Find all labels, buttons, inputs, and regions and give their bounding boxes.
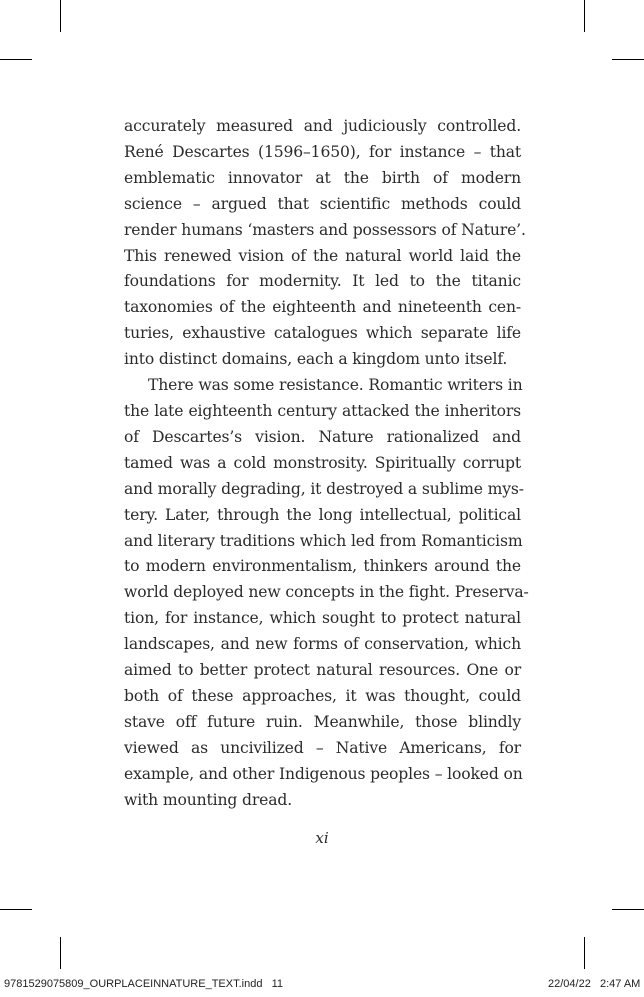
crop-mark-top-left-horizontal bbox=[0, 59, 32, 60]
text-line: with mounting dread. bbox=[124, 790, 292, 809]
text-line: taxonomies of the eighteenth and nineteenth cen- bbox=[124, 298, 521, 317]
crop-mark-top-right-horizontal bbox=[612, 59, 644, 60]
text-line: There was some resistance. Romantic writers in bbox=[148, 376, 523, 395]
text-line: of Descartes’s vision. Nature rationalized and bbox=[124, 427, 521, 446]
crop-mark-bottom-right bbox=[584, 937, 585, 969]
text-line: world deployed new concepts in the fight. Preserva- bbox=[124, 583, 529, 602]
text-line: both of these approaches, it was thought, could bbox=[124, 686, 521, 705]
text-line: emblematic innovator at the birth of modern bbox=[124, 168, 521, 187]
text-line: to modern environmentalism, thinkers around the bbox=[124, 557, 521, 576]
crop-mark-top-left bbox=[60, 0, 61, 32]
page-number: xi bbox=[315, 829, 329, 847]
text-line: science – argued that scientific methods could bbox=[124, 194, 521, 213]
text-line: render humans ‘masters and possessors of Nature’. bbox=[124, 220, 526, 239]
crop-mark-top-right bbox=[584, 0, 585, 32]
text-line: the late eighteenth century attacked the inheritors bbox=[124, 401, 521, 420]
crop-mark-bottom-left-horizontal bbox=[0, 909, 32, 910]
crop-mark-bottom-left bbox=[60, 937, 61, 969]
text-line: landscapes, and new forms of conservation, which bbox=[124, 635, 521, 654]
text-line: and morally degrading, it destroyed a sublime mys- bbox=[124, 479, 524, 498]
text-line: stave off future ruin. Meanwhile, those blindly bbox=[124, 712, 521, 731]
text-line: foundations for modernity. It led to the titanic bbox=[124, 272, 521, 291]
body-text bbox=[124, 114, 529, 813]
text-line: tamed was a cold monstrosity. Spiritually corrupt bbox=[124, 453, 521, 472]
text-line: into distinct domains, each a kingdom unto itself. bbox=[124, 350, 508, 369]
text-line: and literary traditions which led from Romanticism bbox=[124, 531, 523, 550]
text-line: René Descartes (1596–1650), for instance – that bbox=[124, 142, 521, 161]
text-line: viewed as uncivilized – Native Americans, for bbox=[124, 738, 521, 757]
text-line: This renewed vision of the natural world laid the bbox=[124, 246, 521, 265]
text-line: aimed to better protect natural resources. One or bbox=[124, 661, 521, 680]
crop-mark-bottom-right-horizontal bbox=[612, 909, 644, 910]
text-line: example, and other Indigenous peoples – looked on bbox=[124, 764, 523, 783]
text-line: accurately measured and judiciously controlled. bbox=[124, 117, 521, 135]
text-line: tion, for instance, which sought to protect natural bbox=[124, 609, 521, 628]
text-line: turies, exhaustive catalogues which separate life bbox=[124, 324, 521, 343]
text-line: tery. Later, through the long intellectual, political bbox=[124, 505, 521, 524]
printer-slug-filename: 9781529075809_OURPLACEINNATURE_TEXT.indd 11 bbox=[4, 978, 284, 990]
printer-slug-timestamp: 22/04/22 2:47 AM bbox=[548, 978, 641, 990]
